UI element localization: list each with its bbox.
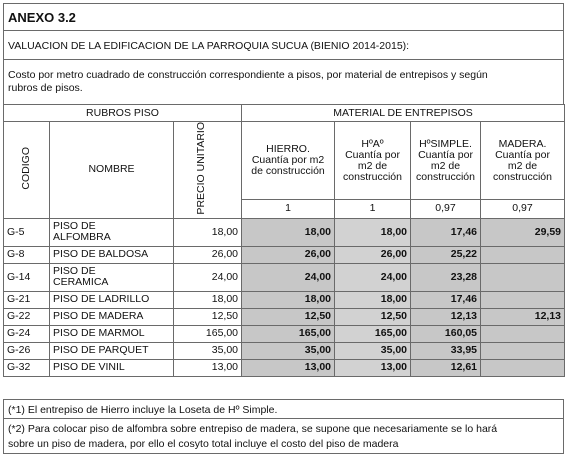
row-value-haa: 165,00 bbox=[335, 325, 411, 342]
row-code: G-22 bbox=[4, 308, 50, 325]
madera-l3: m2 de bbox=[507, 159, 538, 172]
row-name-line-2: CERAMICA bbox=[53, 276, 109, 289]
row-value-hsimple: 25,22 bbox=[411, 246, 481, 263]
group-header-rubros: RUBROS PISO bbox=[4, 105, 242, 122]
hierro-l3: de construcción bbox=[251, 165, 325, 178]
row-code: G-24 bbox=[4, 325, 50, 342]
precio-label: PRECIO UNITARIO bbox=[194, 122, 207, 215]
note-2-box bbox=[3, 418, 564, 454]
annex-title: ANEXO 3.2 bbox=[8, 10, 76, 25]
row-value-hierro: 165,00 bbox=[242, 325, 335, 342]
table-row bbox=[4, 218, 565, 246]
row-value-madera bbox=[481, 359, 565, 376]
hsimple-l2: Cuantía por bbox=[418, 148, 473, 161]
table-row bbox=[4, 325, 565, 342]
column-header-madera bbox=[481, 122, 565, 200]
subtitle-box bbox=[3, 30, 564, 60]
row-value-hierro: 26,00 bbox=[242, 246, 335, 263]
row-name bbox=[50, 246, 174, 263]
table-row bbox=[4, 246, 565, 263]
row-name-line-1: PISO DE MADERA bbox=[53, 310, 144, 323]
row-value-madera bbox=[481, 342, 565, 359]
table-row bbox=[4, 342, 565, 359]
row-value-madera bbox=[481, 263, 565, 291]
row-name bbox=[50, 218, 174, 246]
row-name-line-1: PISO DE bbox=[53, 265, 96, 278]
row-value-madera: 29,59 bbox=[481, 218, 565, 246]
row-value-haa: 18,00 bbox=[335, 291, 411, 308]
madera-l1: MADERA. bbox=[498, 137, 547, 150]
annex-sheet bbox=[3, 3, 564, 454]
haa-l3: m2 de bbox=[357, 159, 388, 172]
row-price: 24,00 bbox=[174, 263, 242, 291]
row-name-line-1: PISO DE MARMOL bbox=[53, 327, 145, 340]
subtitle-text: VALUACION DE LA EDIFICACION DE LA PARROQUIA SUCUA (BIENIO 2014-2015): bbox=[8, 40, 410, 52]
row-name bbox=[50, 291, 174, 308]
row-name bbox=[50, 342, 174, 359]
description-box bbox=[3, 59, 564, 105]
row-price: 35,00 bbox=[174, 342, 242, 359]
note-2-line-2: sobre un piso de madera, por ello el cosyto total incluye el costo del piso de madera bbox=[8, 438, 399, 450]
column-header-nombre: NOMBRE bbox=[50, 122, 174, 219]
hsimple-l1: HºSIMPLE. bbox=[419, 137, 472, 150]
note-2-line-1: (*2) Para colocar piso de alfombra sobre entrepiso de madera, se supone que necesariamente se lo hará bbox=[8, 423, 498, 435]
row-value-madera bbox=[481, 246, 565, 263]
row-name bbox=[50, 359, 174, 376]
row-value-madera bbox=[481, 291, 565, 308]
row-value-haa: 13,00 bbox=[335, 359, 411, 376]
hierro-l2: Cuantía por m2 bbox=[251, 154, 325, 167]
hsimple-l4: construcción bbox=[416, 170, 475, 183]
column-header-hsimple bbox=[411, 122, 481, 200]
column-header-precio bbox=[174, 122, 242, 219]
row-name-line-1: PISO DE bbox=[53, 220, 96, 233]
row-value-hierro: 35,00 bbox=[242, 342, 335, 359]
haa-l4: construcción bbox=[343, 170, 402, 183]
row-name-line-1: PISO DE VINIL bbox=[53, 361, 125, 374]
row-code: G-14 bbox=[4, 263, 50, 291]
row-price: 13,00 bbox=[174, 359, 242, 376]
note-1: (*1) El entrepiso de Hierro incluye la Loseta de Hº Simple. bbox=[8, 404, 278, 416]
row-code: G-5 bbox=[4, 218, 50, 246]
row-value-haa: 24,00 bbox=[335, 263, 411, 291]
factor-hsimple: 0,97 bbox=[411, 200, 481, 218]
row-value-hierro: 12,50 bbox=[242, 308, 335, 325]
row-value-hierro: 18,00 bbox=[242, 218, 335, 246]
row-value-madera bbox=[481, 325, 565, 342]
factor-hierro: 1 bbox=[242, 200, 335, 218]
column-header-haa bbox=[335, 122, 411, 200]
hierro-l1: HIERRO. bbox=[266, 143, 310, 156]
row-price: 12,50 bbox=[174, 308, 242, 325]
hsimple-l3: m2 de bbox=[430, 159, 461, 172]
row-name-line-2: ALFOMBRA bbox=[53, 231, 111, 244]
row-value-hsimple: 12,13 bbox=[411, 308, 481, 325]
row-value-haa: 18,00 bbox=[335, 218, 411, 246]
description-line-2: rubros de pisos. bbox=[8, 82, 83, 94]
description-line-1: Costo por metro cuadrado de construcción correspondiente a pisos, por material de entrepisos y según bbox=[8, 69, 488, 81]
row-price: 18,00 bbox=[174, 218, 242, 246]
factor-haa: 1 bbox=[335, 200, 411, 218]
column-header-hierro bbox=[242, 122, 335, 200]
row-value-hsimple: 17,46 bbox=[411, 291, 481, 308]
row-name bbox=[50, 263, 174, 291]
row-name-line-1: PISO DE BALDOSA bbox=[53, 248, 149, 261]
row-code: G-8 bbox=[4, 246, 50, 263]
cost-table bbox=[3, 104, 565, 377]
group-header-material: MATERIAL DE ENTREPISOS bbox=[242, 105, 565, 122]
row-value-hsimple: 33,95 bbox=[411, 342, 481, 359]
madera-l4: construcción bbox=[493, 170, 552, 183]
factor-madera: 0,97 bbox=[481, 200, 565, 218]
row-value-haa: 35,00 bbox=[335, 342, 411, 359]
row-name bbox=[50, 325, 174, 342]
row-value-hsimple: 17,46 bbox=[411, 218, 481, 246]
row-name-line-1: PISO DE PARQUET bbox=[53, 344, 149, 357]
haa-l1: HºAº bbox=[361, 137, 384, 150]
haa-l2: Cuantía por bbox=[345, 148, 400, 161]
table-body bbox=[4, 218, 565, 376]
codigo-label: CODIGO bbox=[20, 146, 32, 190]
row-value-haa: 26,00 bbox=[335, 246, 411, 263]
row-value-madera: 12,13 bbox=[481, 308, 565, 325]
table-row bbox=[4, 263, 565, 291]
column-header-codigo bbox=[4, 122, 50, 219]
row-value-hsimple: 12,61 bbox=[411, 359, 481, 376]
table-row bbox=[4, 291, 565, 308]
row-value-hierro: 13,00 bbox=[242, 359, 335, 376]
row-price: 18,00 bbox=[174, 291, 242, 308]
row-code: G-21 bbox=[4, 291, 50, 308]
row-name-line-1: PISO DE LADRILLO bbox=[53, 293, 150, 306]
row-name bbox=[50, 308, 174, 325]
row-code: G-26 bbox=[4, 342, 50, 359]
title-box bbox=[3, 3, 564, 31]
row-price: 165,00 bbox=[174, 325, 242, 342]
row-value-hierro: 18,00 bbox=[242, 291, 335, 308]
row-value-hsimple: 23,28 bbox=[411, 263, 481, 291]
row-value-haa: 12,50 bbox=[335, 308, 411, 325]
row-value-hsimple: 160,05 bbox=[411, 325, 481, 342]
row-code: G-32 bbox=[4, 359, 50, 376]
note-1-box bbox=[3, 399, 564, 419]
table-row bbox=[4, 359, 565, 376]
row-value-hierro: 24,00 bbox=[242, 263, 335, 291]
row-price: 26,00 bbox=[174, 246, 242, 263]
table-row bbox=[4, 308, 565, 325]
madera-l2: Cuantía por bbox=[495, 148, 550, 161]
